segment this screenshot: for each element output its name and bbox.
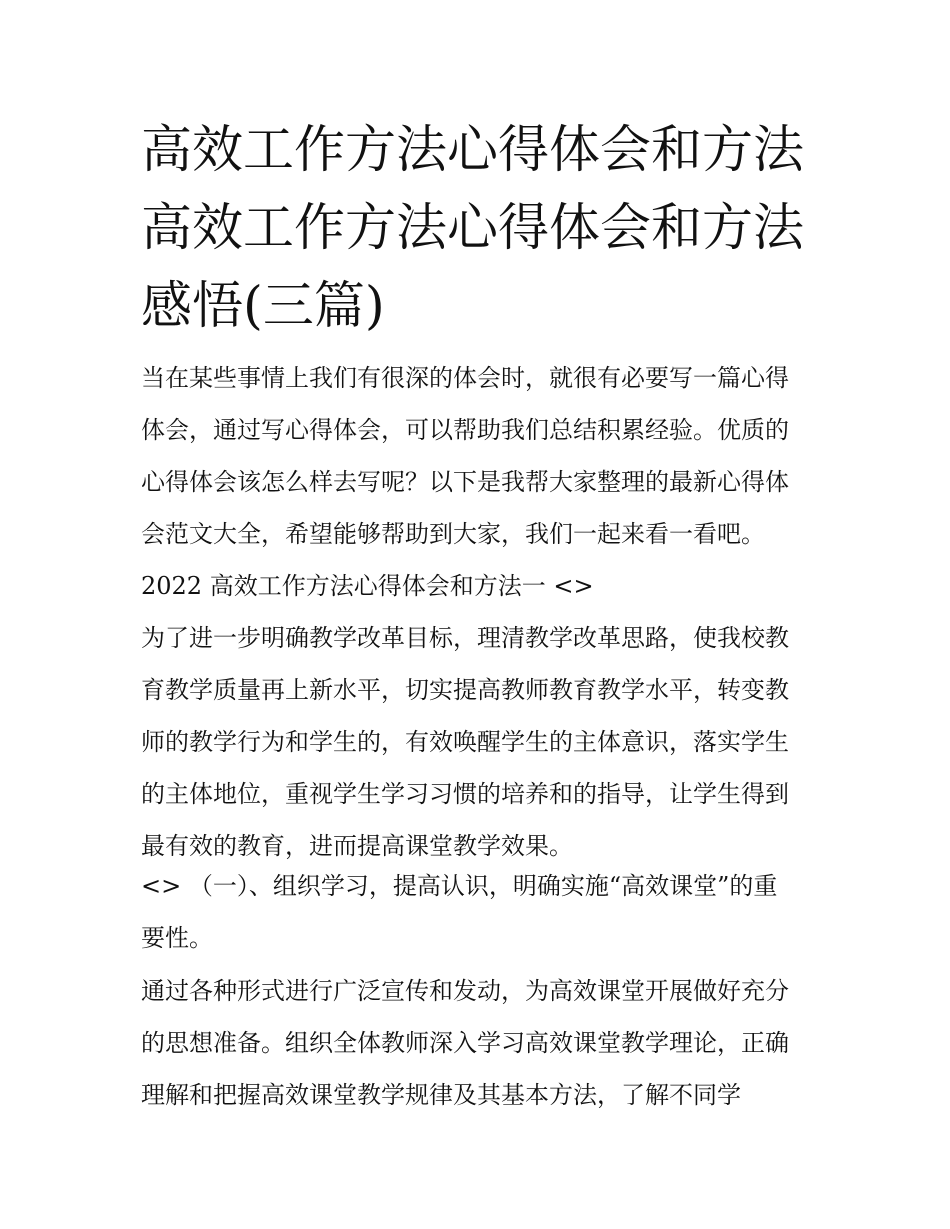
text-line: 通过各种形式进行广泛宣传和发动，为高效课堂开展做好充分	[141, 977, 789, 1005]
text-line: 当在某些事情上我们有很深的体会时，就很有必要写一篇心得	[141, 364, 789, 392]
text-line: 为了进一步明确教学改革目标，理清教学改革思路，使我校教	[141, 624, 789, 652]
text-line: 师的教学行为和学生的，有效唤醒学生的主体意识，落实学生	[141, 728, 789, 756]
text-line: 理解和把握高效课堂教学规律及其基本方法，了解不同学	[141, 1081, 741, 1109]
text-line: 心得体会该怎么样去写呢？以下是我帮大家整理的最新心得体	[141, 468, 789, 496]
text-line: 2022 高效工作方法心得体会和方法一 <>	[141, 572, 594, 600]
title-line: 高效工作方法心得体会和方法	[141, 199, 805, 258]
text-line: 最有效的教育，进而提高课堂教学效果。	[141, 832, 573, 860]
text-line: 育教学质量再上新水平，切实提高教师教育教学水平，转变教	[141, 676, 789, 704]
subheading-1	[141, 860, 821, 964]
text-line: 要性。	[141, 924, 213, 952]
section-heading	[141, 560, 821, 612]
title-line: 高效工作方法心得体会和方法	[141, 121, 805, 180]
text-line: 体会，通过写心得体会，可以帮助我们总结积累经验。优质的	[141, 416, 789, 444]
title-line: 感悟(三篇)	[141, 277, 385, 336]
intro-paragraph	[141, 352, 821, 560]
paragraph-1	[141, 612, 821, 872]
text-line: 的思想准备。组织全体教师深入学习高效课堂教学理论，正确	[141, 1029, 789, 1057]
document-title	[141, 112, 831, 346]
text-line: <> （一）、组织学习，提高认识，明确实施“高效课堂”的重	[141, 872, 778, 900]
text-line: 会范文大全，希望能够帮助到大家，我们一起来看一看吧。	[141, 520, 765, 548]
text-line: 的主体地位，重视学生学习习惯的培养和的指导，让学生得到	[141, 780, 789, 808]
paragraph-2	[141, 965, 821, 1121]
